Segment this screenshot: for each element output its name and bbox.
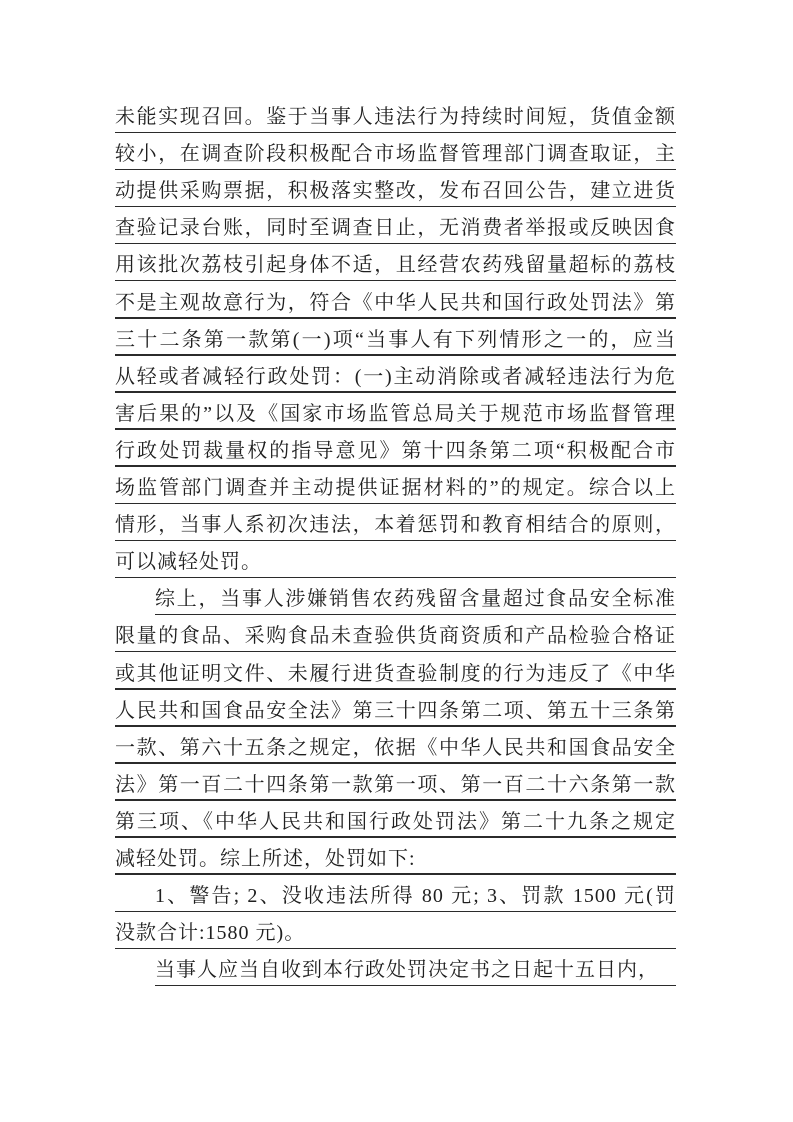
- document-line: [115, 541, 676, 578]
- line-text: 限量的食品、采购食品未查验供货商资质和产品检验合格证: [115, 625, 676, 648]
- line-text: 不是主观故意行为，符合《中华人民共和国行政处罚法》第: [115, 291, 676, 314]
- document-line: [115, 170, 676, 207]
- line-text: 从轻或者减轻行政处罚：(一)主动消除或者减轻违法行为危: [115, 365, 676, 388]
- line-text: 法》第一百二十四条第一款第一项、第一百二十六条第一款: [115, 773, 676, 796]
- line-text: 当事人应当自收到本行政处罚决定书之日起十五日内，: [155, 959, 659, 982]
- document-line: [115, 578, 676, 615]
- underline-rule: [155, 985, 676, 987]
- line-text: 没款合计:1580 元)。: [115, 922, 306, 945]
- line-text: 1、警告; 2、没收违法所得 80 元; 3、罚款 1500 元(罚: [155, 885, 676, 908]
- document-line: [115, 764, 676, 801]
- document-line: [115, 949, 676, 986]
- line-text: 未能实现召回。鉴于当事人违法行为持续时间短，货值金额: [115, 106, 676, 129]
- document-line: [115, 652, 676, 689]
- line-text: 可以减轻处罚。: [115, 551, 262, 574]
- document-line: [115, 690, 676, 727]
- line-text: 较小，在调查阶段积极配合市场监督管理部门调查取证，主: [115, 143, 676, 166]
- line-text: 人民共和国食品安全法》第三十四条第二项、第五十三条第: [115, 699, 676, 722]
- document-line: [115, 727, 676, 764]
- document-line: [115, 319, 676, 356]
- document-line: [115, 356, 676, 393]
- line-text: 情形，当事人系初次违法，本着惩罚和教育相结合的原则，: [115, 514, 676, 537]
- document-line: [115, 430, 676, 467]
- document-line: [115, 615, 676, 652]
- document-line: [115, 207, 676, 244]
- line-text: 第三项、《中华人民共和国行政处罚法》第二十九条之规定: [115, 810, 676, 833]
- line-text: 害后果的”以及《国家市场监管总局关于规范市场监督管理: [115, 402, 676, 425]
- document-line: [115, 912, 676, 949]
- document-line: [115, 244, 676, 281]
- line-text: 场监管部门调查并主动提供证据材料的”的规定。综合以上: [115, 477, 676, 500]
- document-line: [115, 504, 676, 541]
- document-line: [115, 281, 676, 318]
- document-line: [115, 133, 676, 170]
- document-line: [115, 838, 676, 875]
- document-line: [115, 801, 676, 838]
- document-line: [115, 875, 676, 912]
- line-text: 动提供采购票据，积极落实整改，发布召回公告，建立进货: [115, 180, 676, 203]
- line-text: 减轻处罚。综上所述，处罚如下:: [115, 847, 416, 870]
- line-text: 一款、第六十五条之规定，依据《中华人民共和国食品安全: [115, 736, 676, 759]
- document-line: [115, 96, 676, 133]
- line-text: 或其他证明文件、未履行进货查验制度的行为违反了《中华: [115, 662, 676, 685]
- line-text: 行政处罚裁量权的指导意见》第十四条第二项“积极配合市: [115, 439, 676, 462]
- document-line: [115, 467, 676, 504]
- line-text: 用该批次荔枝引起身体不适，且经营农药残留量超标的荔枝: [115, 254, 676, 277]
- text-block: [115, 96, 676, 986]
- line-text: 综上，当事人涉嫌销售农药残留含量超过食品安全标准: [155, 588, 676, 611]
- line-text: 三十二条第一款第(一)项“当事人有下列情形之一的，应当: [115, 328, 676, 351]
- document-line: [115, 393, 676, 430]
- line-text: 查验记录台账，同时至调查日止，无消费者举报或反映因食: [115, 217, 676, 240]
